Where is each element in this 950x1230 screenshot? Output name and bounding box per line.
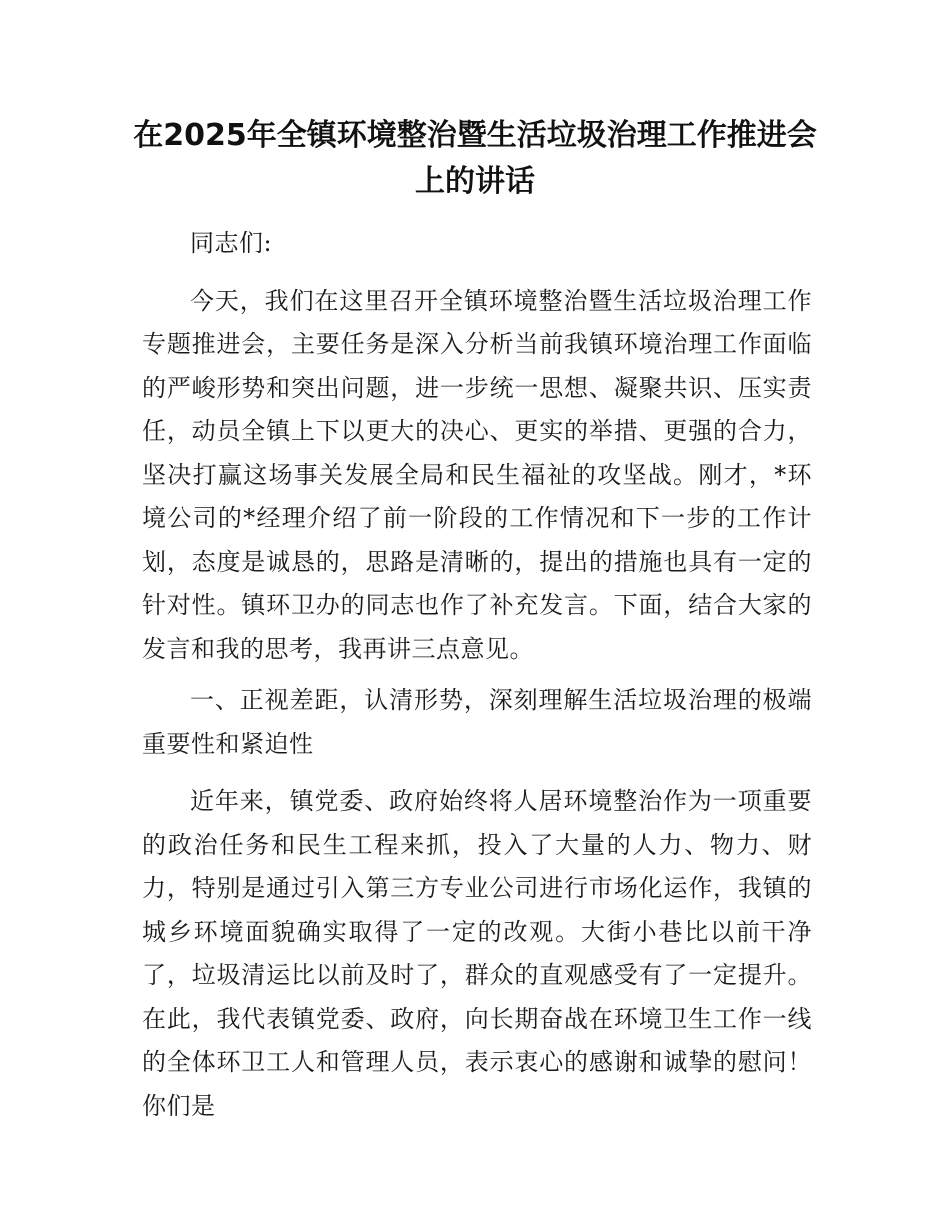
section-heading: 一、正视差距，认清形势，深刻理解生活垃圾治理的极端重要性和紧迫性 <box>142 686 812 758</box>
document-title: 在2025年全镇环境整治暨生活垃圾治理工作推进会上的讲话 <box>133 118 817 199</box>
document-body <box>142 222 812 1136</box>
intro-paragraph: 今天，我们在这里召开全镇环境整治暨生活垃圾治理工作专题推进会，主要任务是深入分析当前我镇环境治理工作面临的严峻形势和突出问题，进一步统一思想、凝聚共识、压实责任，动员全镇上下以更大的决心、更实的举措、更强的合力，坚决打赢这场事关发展全局和民生福祉的攻坚战。刚才，*环境公司的*经理介绍了前一阶段的工作情况和下一步的工作计划，态度是诚恳的，思路是清晰的，提出的措施也具有一定的针对性。镇环卫办的同志也作了补充发言。下面，结合大家的发言和我的思考，我再讲三点意见。 <box>142 286 812 663</box>
section-paragraph: 近年来，镇党委、政府始终将人居环境整治作为一项重要的政治任务和民生工程来抓，投入了大量的人力、物力、财力，特别是通过引入第三方专业公司进行市场化运作，我镇的城乡环境面貌确实取得了一定的改观。大街小巷比以前干净了，垃圾清运比以前及时了，群众的直观感受有了一定提升。在此，我代表镇党委、政府，向长期奋战在环境卫生工作一线的全体环卫工人和管理人员，表示衷心的感谢和诚挚的慰问！你们是 <box>142 787 812 1120</box>
salutation: 同志们: <box>190 229 273 257</box>
